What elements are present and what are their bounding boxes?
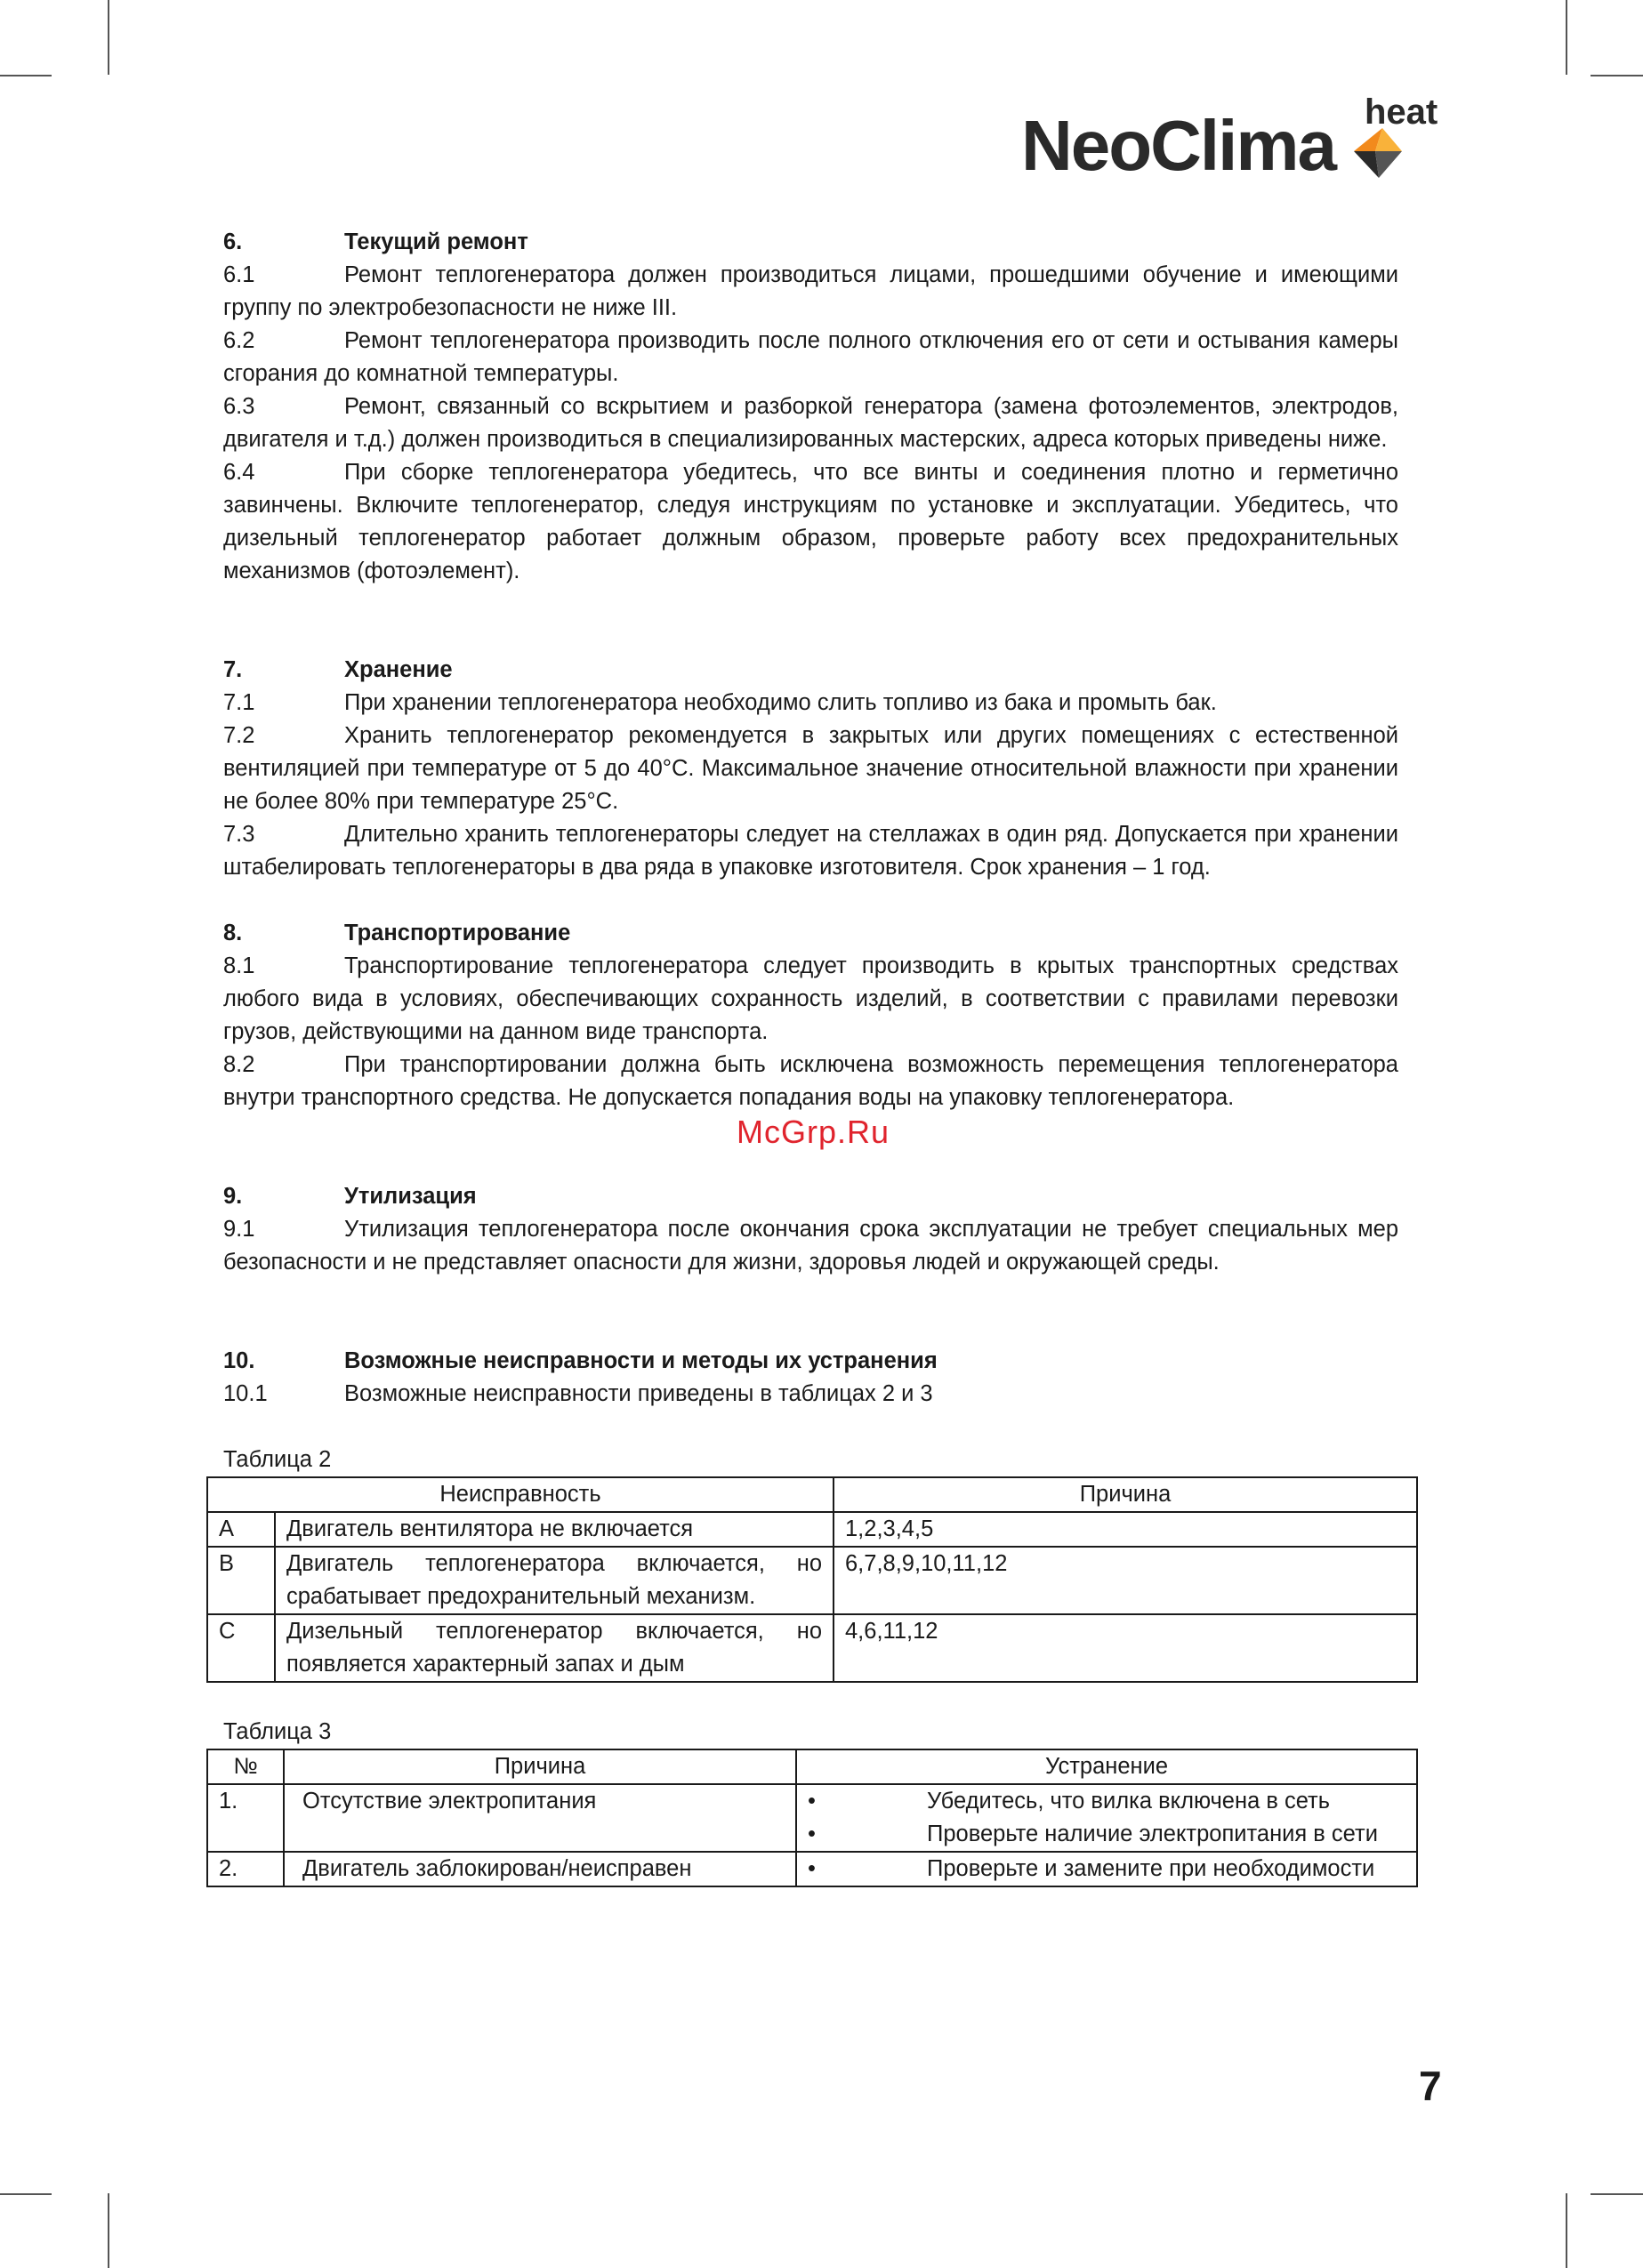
remedy-cell: [796, 1852, 1417, 1886]
paragraph: [223, 390, 1398, 456]
document-body: [219, 226, 1398, 1887]
fault-cause: 6,7,8,9,10,11,12: [834, 1547, 1417, 1614]
paragraph: [223, 687, 1398, 720]
section-heading: [223, 1345, 1398, 1378]
paragraph-text: Ремонт, связанный со вскрытием и разборкой генератора (замена фотоэлементов, электродов, двигателя и т.д.) должен производиться в специализированных мастерских, адреса которых приведены ниже.: [223, 394, 1398, 452]
logo-sub-text: heat: [1365, 92, 1438, 132]
paragraph: [223, 456, 1398, 588]
paragraph: [223, 259, 1398, 325]
table-row: [207, 1784, 1417, 1852]
fault-code: B: [207, 1547, 275, 1614]
paragraph-number: 7.2: [223, 723, 255, 748]
section-heading: [223, 1180, 1398, 1213]
paragraph-text: Хранить теплогенератор рекомендуется в закрытых или других помещениях с естественной вентиляцией при температуре от 5 до 40°С. Максимальное значение относительной влажности при хранении не более 80% при температуре 25°С.: [223, 723, 1398, 814]
remedy-cause: Отсутствие электропитания: [284, 1784, 796, 1852]
paragraph-text: При транспортировании должна быть исключена возможность перемещения теплогенератора внутри транспортного средства. Не допускается попадания воды на упаковку теплогенератора.: [223, 1052, 1398, 1110]
paragraph-number: 10.1: [223, 1381, 268, 1406]
paragraph-text: Ремонт теплогенератора должен производиться лицами, прошедшими обучение и имеющими группу по электробезопасности не ниже III.: [223, 262, 1398, 320]
remedy-item: [808, 1785, 1405, 1818]
row-number: 2.: [207, 1852, 284, 1886]
paragraph-number: 7.3: [223, 822, 255, 847]
crop-mark: [108, 0, 109, 75]
section-number: 10.: [223, 1348, 255, 1373]
bullet-icon: •: [808, 1822, 816, 1846]
remedy-item: [808, 1818, 1405, 1851]
section-number: 9.: [223, 1184, 243, 1209]
crop-mark: [1591, 75, 1643, 76]
row-number: 1.: [207, 1784, 284, 1852]
fault-code: C: [207, 1614, 275, 1682]
paragraph-number: 6.4: [223, 460, 255, 485]
remedy-text: Проверьте наличие электропитания в сети: [927, 1822, 1378, 1846]
paragraph-text: При сборке теплогенератора убедитесь, что все винты и соединения плотно и герметично завинчены. Включите теплогенератор, следуя инструкциям по установке и эксплуатации. Убедитесь, что дизельный теплогенератор работает должным образом, проверьте работу всех предохранительных механизмов (фотоэлемент).: [223, 460, 1398, 583]
fault-cause: 4,6,11,12: [834, 1614, 1417, 1682]
crop-mark: [0, 75, 52, 76]
fault-description: Двигатель вентилятора не включается: [275, 1512, 834, 1547]
brand-logo: [1021, 92, 1448, 196]
table-caption: Таблица 2: [223, 1447, 332, 1472]
logo-brand-text: NeoClima: [1021, 106, 1335, 185]
paragraph-text: Длительно хранить теплогенераторы следует на стеллажах в один ряд. Допускается при хранении штабелировать теплогенераторы в два ряда в упаковке изготовителя. Срок хранения – 1 год.: [223, 822, 1398, 880]
section-number: 6.: [223, 229, 243, 254]
table-header: Устранение: [796, 1749, 1417, 1784]
paragraph: [223, 950, 1398, 1049]
paragraph-number: 8.2: [223, 1052, 255, 1077]
paragraph-number: 9.1: [223, 1217, 255, 1242]
remedy-text: Убедитесь, что вилка включена в сеть: [927, 1789, 1331, 1814]
crop-mark: [1566, 0, 1567, 75]
remedy-item: [808, 1853, 1405, 1886]
section-title: Текущий ремонт: [344, 229, 528, 254]
table-row: [207, 1512, 1417, 1547]
bullet-icon: •: [808, 1856, 816, 1881]
paragraph-text: При хранении теплогенератора необходимо слить топливо из бака и промыть бак.: [344, 690, 1217, 715]
crop-mark: [108, 2193, 109, 2268]
section-heading: [223, 226, 1398, 259]
paragraph: [223, 1049, 1398, 1114]
section-title: Хранение: [344, 657, 453, 682]
remedy-text: Проверьте и замените при необходимости: [927, 1856, 1375, 1881]
table-row: [207, 1547, 1417, 1614]
page-number: 7: [1419, 2063, 1442, 2109]
crop-mark: [0, 2193, 52, 2195]
table-header: Причина: [834, 1477, 1417, 1512]
remedy-cell: [796, 1784, 1417, 1852]
fault-description: Дизельный теплогенератор включается, но появляется характерный запах и дым: [275, 1614, 834, 1682]
table-row: [207, 1852, 1417, 1886]
table-header: Причина: [284, 1749, 796, 1784]
paragraph: [223, 1378, 1398, 1411]
paragraph: [223, 720, 1398, 818]
remedies-table: [206, 1749, 1418, 1887]
table-header: Неисправность: [207, 1477, 834, 1512]
paragraph-text: Утилизация теплогенератора после окончания срока эксплуатации не требует специальных мер безопасности и не представляет опасности для жизни, здоровья людей и окружающей среды.: [223, 1217, 1398, 1275]
table-header-row: [207, 1749, 1417, 1784]
paragraph-number: 6.1: [223, 262, 255, 287]
fault-code: A: [207, 1512, 275, 1547]
paragraph-text: Транспортирование теплогенератора следует производить в крытых транспортных средствах любого вида в условиях, обеспечивающих сохранность изделий, в соответствии с правилами перевозки грузов, действующими на данном виде транспорта.: [223, 953, 1398, 1044]
paragraph-number: 7.1: [223, 690, 255, 715]
section-title: Возможные неисправности и методы их устранения: [344, 1348, 938, 1373]
paragraph: [223, 1213, 1398, 1279]
section-number: 8.: [223, 921, 243, 945]
table-header-row: [207, 1477, 1417, 1512]
paragraph-number: 8.1: [223, 953, 255, 978]
flame-logo-icon: [1349, 116, 1407, 187]
fault-cause: 1,2,3,4,5: [834, 1512, 1417, 1547]
crop-mark: [1591, 2193, 1643, 2195]
paragraph-number: 6.2: [223, 328, 255, 353]
fault-description: Двигатель теплогенератора включается, но срабатывает предохранительный механизм.: [275, 1547, 834, 1614]
table-row: [207, 1614, 1417, 1682]
paragraph-text: Возможные неисправности приведены в таблицах 2 и 3: [344, 1381, 933, 1406]
table-header: №: [207, 1749, 284, 1784]
section-title: Утилизация: [344, 1184, 477, 1209]
paragraph: [223, 818, 1398, 884]
section-title: Транспортирование: [344, 921, 571, 945]
remedy-cause: Двигатель заблокирован/неисправен: [284, 1852, 796, 1886]
paragraph: [223, 325, 1398, 390]
watermark: McGrp.Ru: [737, 1114, 890, 1150]
crop-mark: [1566, 2193, 1567, 2268]
section-number: 7.: [223, 657, 243, 682]
paragraph-number: 6.3: [223, 394, 255, 419]
bullet-icon: •: [808, 1789, 816, 1814]
section-heading: [223, 917, 1398, 950]
section-heading: [223, 654, 1398, 687]
table-caption: Таблица 3: [223, 1719, 332, 1744]
faults-table: [206, 1476, 1418, 1683]
paragraph-text: Ремонт теплогенератора производить после полного отключения его от сети и остывания камеры сгорания до комнатной температуры.: [223, 328, 1398, 386]
